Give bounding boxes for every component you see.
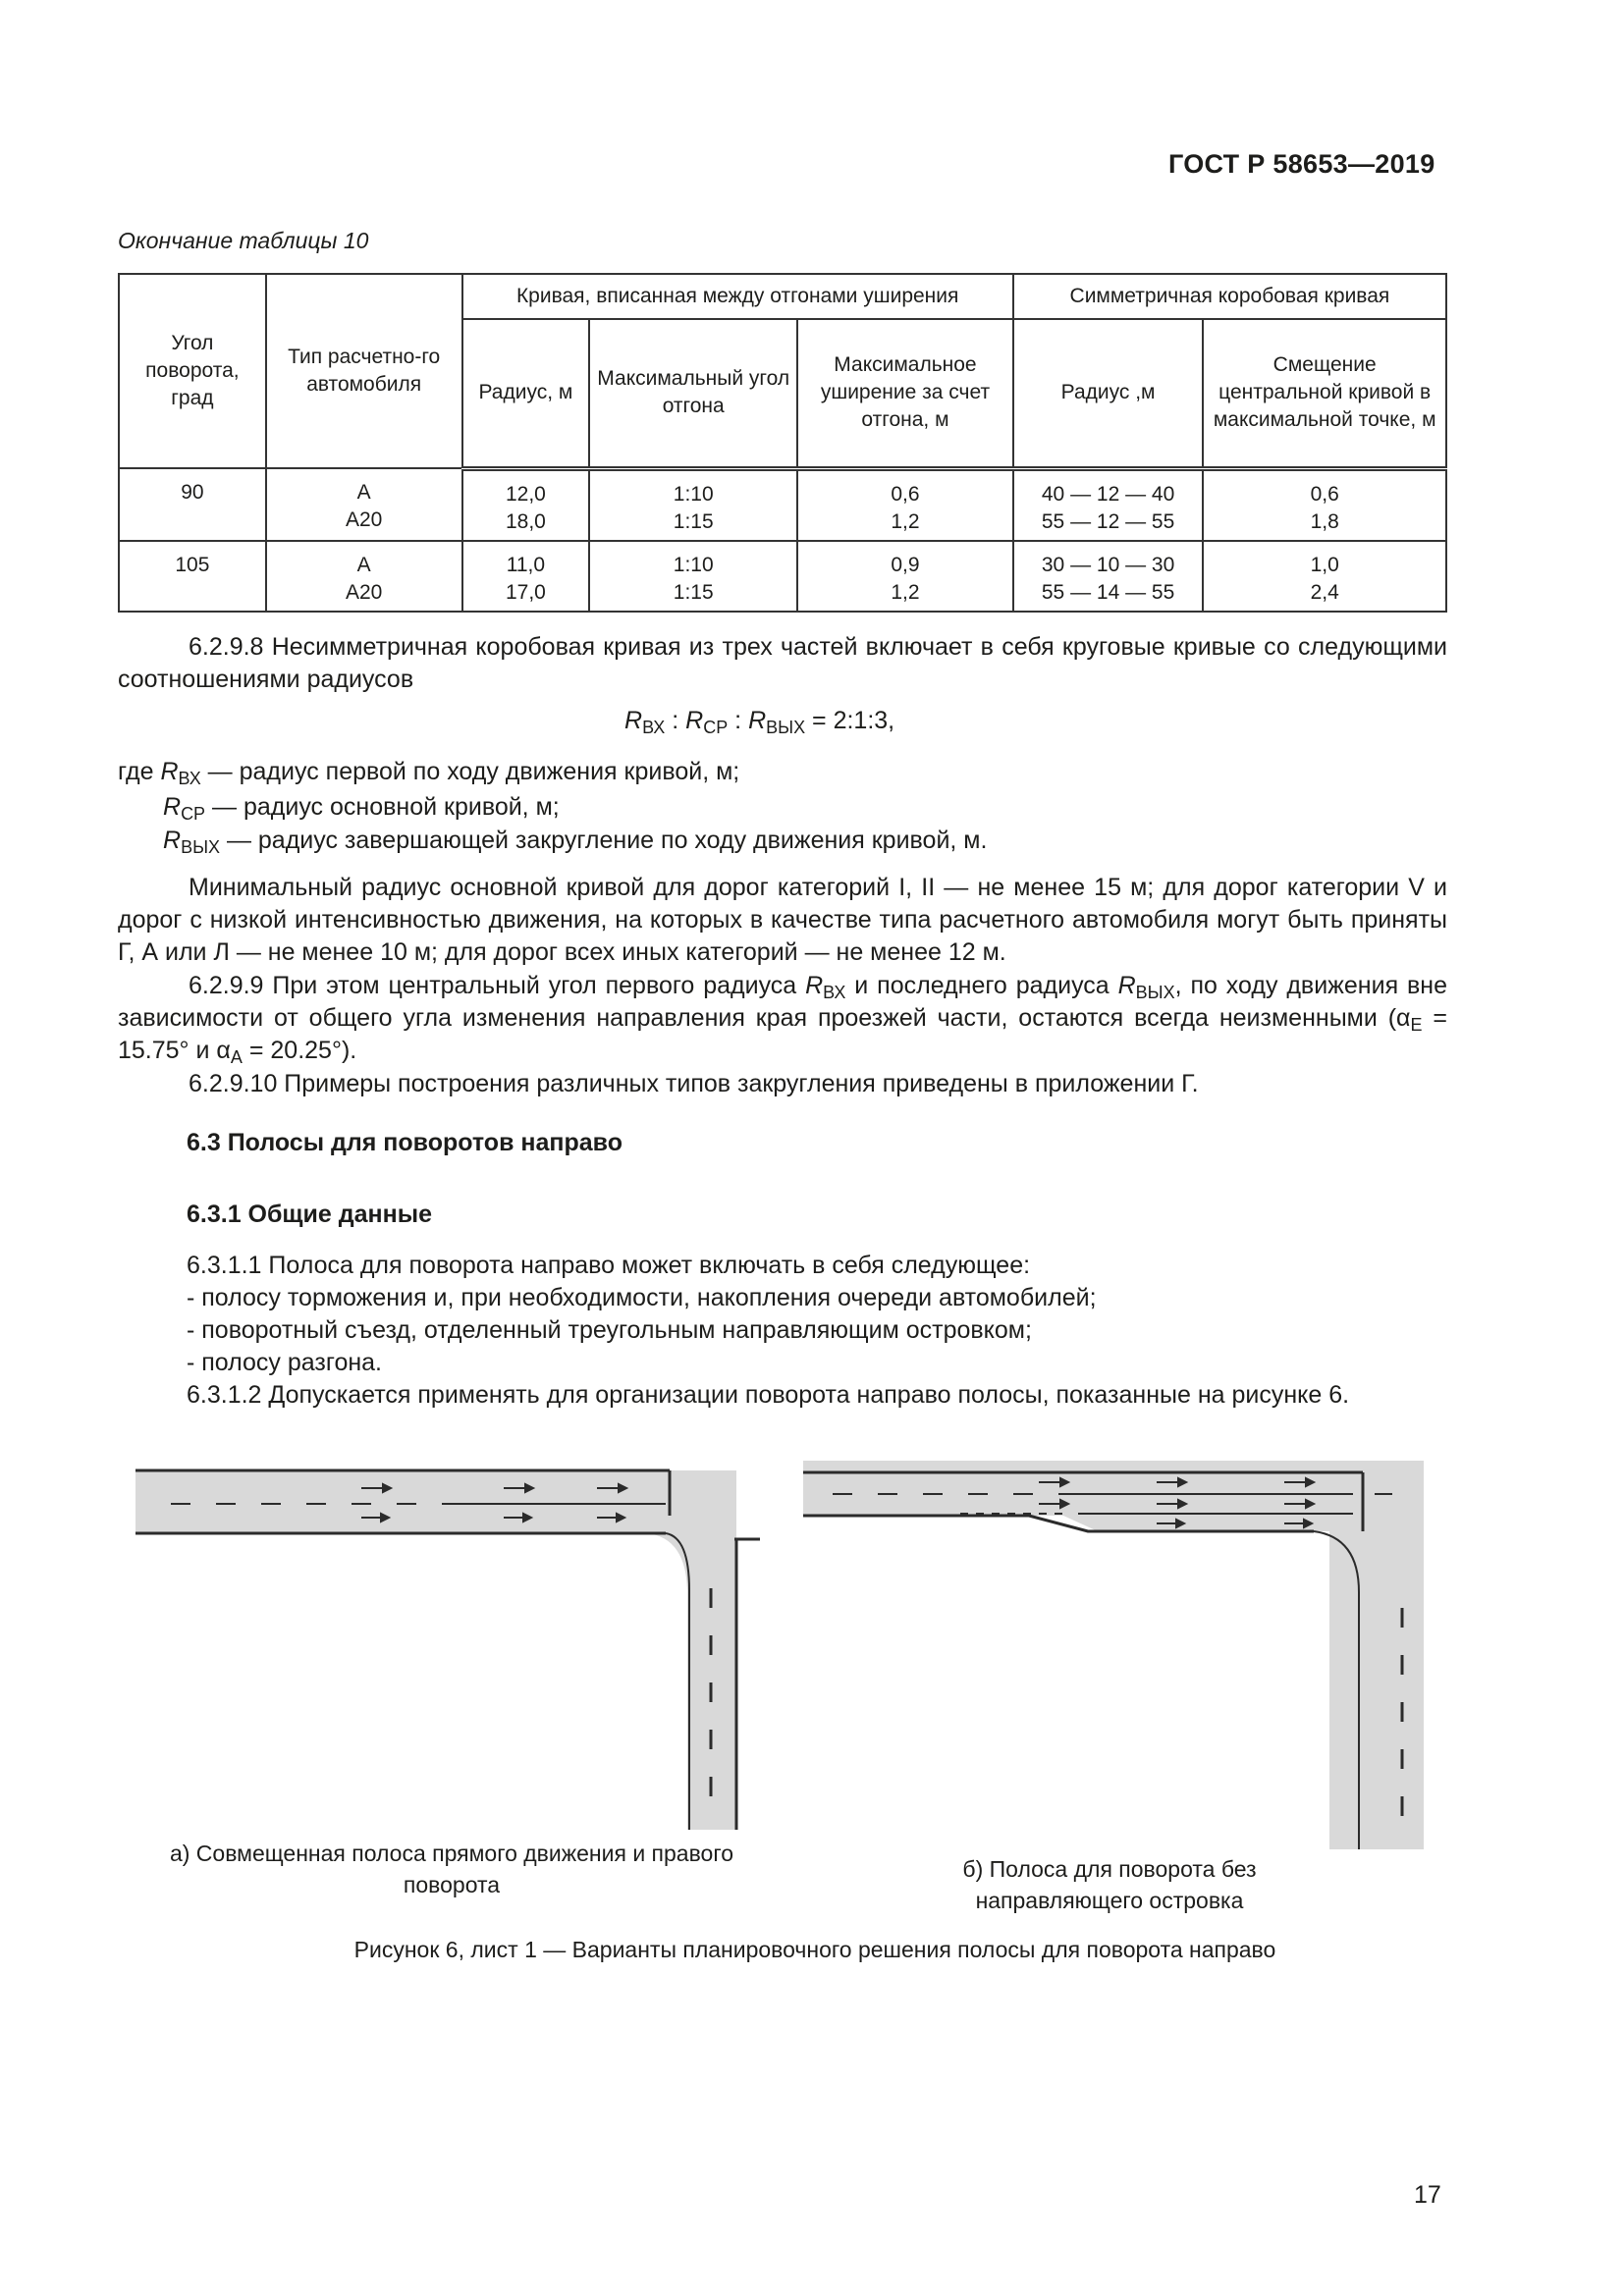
heading-6-3-1: 6.3.1 Общие данные — [187, 1201, 432, 1228]
paragraph-6-2-9-9: 6.2.9.9 При этом центральный угол первого радиуса $R_{ВХ}$ и последнего радиуса $R_{ВЫХ}$, по ходу движения вне зависимости от общего угла изменения направления края проезжей части, остаются всегда неизменными ($\alpha_E = 15.75^\circ$ и $\alpha_A = 20.25^\circ$). — [118, 972, 1448, 1067]
header-group-compound-curve: Симметричная коробовая кривая — [1013, 274, 1446, 319]
paragraph-6-3-1-2: 6.3.1.2 Допускается применять для организации поворота направо полосы, показанные на рисунке 6. — [187, 1381, 1350, 1409]
paragraph-min-radius: Минимальный радиус основной кривой для дорог категорий I, II — не менее 15 м; для дорог категории V и дорог с низкой интенсивностью движения, на которых в качестве типа расчетного автомобиля могут быть приняты Г, А или Л — не менее 10 м; для дорог всех иных категорий — не менее 12 м. — [118, 874, 1447, 966]
list-item: - полосу торможения и, при необходимости, накопления очереди автомобилей; — [187, 1284, 1097, 1311]
cell-radius: 12,0 18,0 — [462, 468, 590, 541]
figure-a-diagram — [135, 1461, 760, 1830]
cell-offset: 0,6 1,8 — [1203, 468, 1446, 541]
table-10 — [118, 273, 1447, 613]
figure-a-caption: а) Совмещенная полоса прямого движения и правого поворота — [169, 1841, 734, 1897]
cell-widening: 0,9 1,2 — [797, 541, 1013, 612]
paragraph-6-2-9-10: 6.2.9.10 Примеры построения различных типов закругления приведены в приложении Г. — [189, 1070, 1199, 1097]
paragraph-6-2-9-8: 6.2.9.8 Несимметричная коробовая кривая из трех частей включает в себя круговые кривые со следующими соотношениями радиусов — [118, 633, 1447, 693]
cell-max-angle: 1:10 1:15 — [589, 541, 797, 612]
list-item: - полосу разгона. — [187, 1349, 382, 1376]
cell-angle: 90 — [119, 468, 266, 541]
document-id: ГОСТ Р 58653—2019 — [1168, 149, 1435, 179]
header-vehicle-type: Тип расчетно-го автомобиля — [266, 274, 462, 468]
paragraph-6-3-1-1: 6.3.1.1 Полоса для поворота направо может включать в себя следующее: — [187, 1252, 1031, 1279]
cell-radius-2: 40 — 12 — 40 55 — 12 — 55 — [1013, 468, 1204, 541]
header-group-widening-curve: Кривая, вписанная между отгонами уширения — [462, 274, 1013, 319]
header-offset: Смещение центральной кривой в максимальной точке, м — [1203, 319, 1446, 468]
list-item: - поворотный съезд, отделенный треугольным направляющим островком; — [187, 1316, 1032, 1344]
formula: $R_{ВХ}$ : $R_{СР}$ : $R_{ВЫХ}$ = 2:1:3, — [624, 707, 895, 737]
cell-widening: 0,6 1,2 — [797, 468, 1013, 541]
table-caption: Окончание таблицы 10 — [118, 228, 369, 253]
heading-6-3: 6.3 Полосы для поворотов направо — [187, 1129, 623, 1156]
table-row — [119, 468, 1446, 541]
header-max-angle: Максимальный угол отгона — [589, 319, 797, 468]
header-max-widening: Максимальное уширение за счет отгона, м — [797, 319, 1013, 468]
cell-type: А А20 — [266, 541, 462, 612]
definition-r-bx: где $R_{ВХ}$ — радиус первой по ходу движения кривой, м; — [118, 758, 740, 788]
table-row — [119, 541, 1446, 612]
page-number: 17 — [1414, 2181, 1441, 2209]
header-radius-2: Радиус ,м — [1013, 319, 1204, 468]
definition-r-vyx: $R_{ВЫХ}$ — радиус завершающей закругление по ходу движения кривой, м. — [163, 827, 988, 857]
header-radius: Радиус, м — [462, 319, 590, 468]
figure-caption: Рисунок 6, лист 1 — Варианты планировочного решения полосы для поворота направо — [353, 1937, 1276, 1962]
cell-type: А А20 — [266, 468, 462, 541]
cell-max-angle: 1:10 1:15 — [589, 468, 797, 541]
figure-b-diagram — [803, 1461, 1424, 1849]
figure-b-caption: б) Полоса для поворота без направляющего островка — [962, 1856, 1257, 1913]
definition-r-cp: $R_{СР}$ — радиус основной кривой, м; — [163, 793, 560, 824]
header-angle: Угол поворота, град — [119, 274, 266, 468]
cell-offset: 1,0 2,4 — [1203, 541, 1446, 612]
cell-radius-2: 30 — 10 — 30 55 — 14 — 55 — [1013, 541, 1204, 612]
cell-radius: 11,0 17,0 — [462, 541, 590, 612]
cell-angle: 105 — [119, 541, 266, 612]
